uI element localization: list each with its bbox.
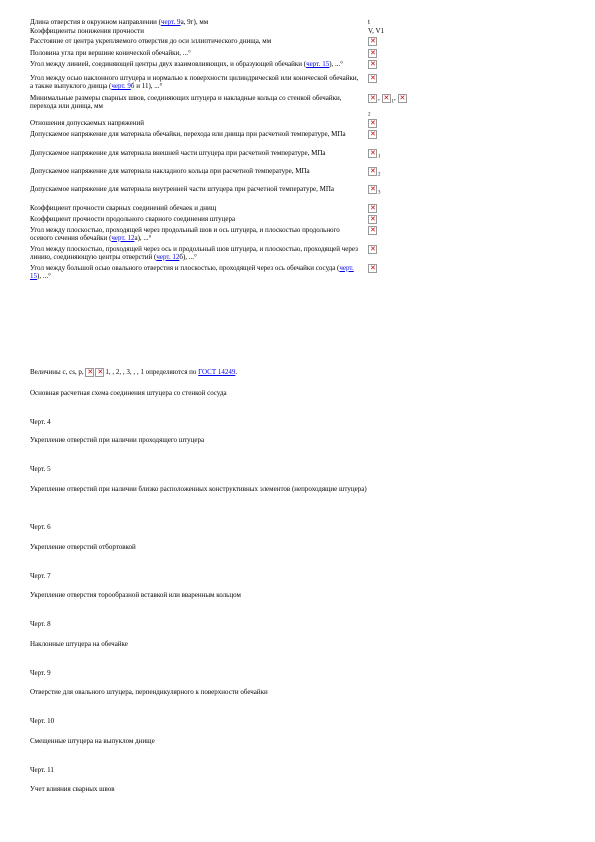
section-6-title: Отверстие для овального штуцера, перпендикулярного к поверхности обечайки: [30, 688, 268, 696]
section-1-title: Укрепление отверстий при наличии проходящего штуцера: [30, 436, 205, 444]
missing-image-icon: [368, 245, 377, 254]
symbol-cell: [368, 149, 408, 167]
definition-text-part: Коэффициент прочности сварных соединений обечаек и днищ: [30, 203, 217, 212]
definition-row: [30, 149, 408, 167]
definition-text: [30, 74, 368, 94]
symbol-cell: [368, 18, 408, 27]
definition-text: [30, 215, 368, 226]
missing-image-icon: [368, 119, 377, 128]
definition-row: [30, 204, 408, 215]
definition-text-part: Угол между осью наклонного штуцера и нормалью к поверхности цилиндрической или конической обечайки, а также выпуклого днища (: [30, 74, 359, 90]
section-2-title: Укрепление отверстий при наличии близко расположенных конструктивных элементов (непроходящие штуцера): [30, 485, 367, 493]
definition-text-part: ), ...°: [37, 271, 51, 280]
definition-text: [30, 60, 368, 74]
symbol-subscript: 2: [368, 111, 371, 117]
drawing-link[interactable]: черт. 12: [111, 233, 135, 242]
definition-row: [30, 27, 408, 37]
definition-text-part: Допускаемое напряжение для материала накладного кольца при расчетной температуре, МПа: [30, 166, 310, 175]
section-3-title: Укрепление отверстий отбортовкой: [30, 543, 136, 551]
drawing-link[interactable]: черт. 15: [30, 263, 354, 280]
symbol-text: t: [368, 18, 370, 26]
symbol-text: V, V1: [368, 27, 385, 35]
definition-row: [30, 37, 408, 49]
definition-text-part: Половина угла при вершине конической обечайки, ...°: [30, 49, 191, 57]
symbol-cell: [368, 226, 408, 245]
drawing-link[interactable]: черт. 9: [160, 18, 181, 26]
section-1-caption: Черт. 4: [30, 418, 51, 426]
missing-image-icon: [368, 185, 377, 194]
definition-text-part: б), ...°: [179, 252, 197, 261]
missing-image-icon: [382, 94, 391, 103]
definition-text-part: Коэффициенты понижения прочности: [30, 27, 144, 35]
symbol-cell: [368, 49, 408, 60]
definition-text-part: Минимальные размеры сварных швов, соединяющих штуцера и накладные кольца со стенкой обечайки, перехода или днища, мм: [30, 94, 342, 110]
missing-image-icon: [368, 94, 377, 103]
section-2-caption: Черт. 5: [30, 465, 51, 473]
missing-image-icon: [368, 167, 377, 176]
definition-text-part: Угол между плоскостью, проходящей через ось и продольный шов штуцера, и плоскостью, проходящей через линию, соединяющую центры отверстий (: [30, 244, 358, 261]
missing-image-icon: [368, 130, 377, 139]
drawing-link[interactable]: черт. 15: [306, 60, 330, 68]
note-middle: 1, , 2, , 3, , , 1 определяются по: [105, 368, 199, 377]
section-3-caption: Черт. 6: [30, 523, 51, 531]
definition-text: [30, 37, 368, 49]
symbol-subscript: 1: [378, 154, 381, 160]
missing-image-icon: [398, 94, 407, 103]
definition-text: [30, 245, 368, 264]
definition-row: [30, 49, 408, 60]
missing-image-icon: [368, 264, 377, 273]
note-paragraph: [30, 368, 390, 377]
definition-row: [30, 119, 408, 130]
definition-text: [30, 149, 368, 167]
symbol-cell: [368, 119, 408, 130]
missing-image-icon: [368, 60, 377, 69]
definition-text-part: Допускаемое напряжение для материала внутренней части штуцера при расчетной температуре, МПа: [30, 184, 335, 193]
definition-text: [30, 27, 368, 37]
definition-text-part: а, 9г), мм: [180, 18, 209, 26]
definition-row: [30, 245, 408, 264]
missing-image-icon: [368, 37, 377, 46]
definition-text-part: ), ...°: [329, 60, 344, 68]
section-6-caption: Черт. 9: [30, 669, 51, 677]
definition-row: [30, 130, 408, 149]
definition-text: [30, 226, 368, 245]
symbol-cell: [368, 204, 408, 215]
note-suffix: .: [235, 368, 238, 377]
missing-image-icon: [368, 204, 377, 213]
definition-text-part: а), ...°: [134, 233, 152, 242]
section-7-caption: Черт. 10: [30, 717, 55, 725]
missing-image-icon: [85, 368, 94, 377]
missing-image-icon: [95, 368, 104, 377]
gost-link[interactable]: ГОСТ 14249: [198, 368, 236, 377]
definition-text-part: Коэффициент прочности продольного сварного соединения штуцера: [30, 214, 236, 223]
definition-row: [30, 94, 408, 119]
definition-row: [30, 60, 408, 74]
symbol-cell: [368, 264, 408, 284]
definition-text: [30, 18, 368, 27]
symbol-cell: [368, 245, 408, 264]
section-8-title: Учет влияния сварных швов: [30, 785, 115, 793]
drawing-link[interactable]: черт. 9: [111, 82, 131, 90]
definition-text: [30, 204, 368, 215]
definitions-table: [30, 18, 408, 284]
section-5-caption: Черт. 8: [30, 620, 51, 628]
drawing-link[interactable]: черт. 12: [156, 252, 180, 261]
definition-row: [30, 215, 408, 226]
definition-row: [30, 18, 408, 27]
missing-image-icon: [368, 226, 377, 235]
definition-row: [30, 74, 408, 94]
symbol-cell: [368, 185, 408, 204]
definition-text: [30, 49, 368, 60]
definition-text-part: Допускаемое напряжение для материала внешней части штуцера при расчетной температуре, МПа: [30, 148, 326, 157]
definition-text: [30, 167, 368, 185]
definition-text: [30, 264, 368, 284]
definition-text-part: б и 11), ...°: [130, 82, 163, 90]
symbol-cell: [368, 215, 408, 226]
definition-text-part: Расстояние от центра укрепляемого отверстия до оси эллиптического днища, мм: [30, 37, 272, 45]
symbol-subscript: 3: [378, 190, 381, 196]
missing-image-icon: [368, 215, 377, 224]
definition-text: [30, 94, 368, 119]
symbol-subscript: 1: [391, 99, 394, 105]
definition-text-part: Отношения допускаемых напряжений: [30, 118, 144, 127]
symbol-cell: [368, 27, 408, 37]
section-4-caption: Черт. 7: [30, 572, 51, 580]
section-7-title: Смещенные штуцера на выпуклом днище: [30, 737, 155, 745]
definition-row: [30, 167, 408, 185]
definition-row: [30, 226, 408, 245]
note-prefix: Величины c, cs, p,: [30, 368, 86, 377]
section-4-title: Укрепление отверстия торообразной вставкой или вваренным кольцом: [30, 591, 241, 599]
symbol-cell: [368, 167, 408, 185]
definition-row: [30, 264, 408, 284]
section-8-caption: Черт. 11: [30, 766, 54, 774]
definition-text-part: Длина отверстия в окружном направлении (: [30, 18, 161, 26]
definition-text: [30, 130, 368, 149]
symbol-cell: [368, 60, 408, 74]
definition-text: [30, 185, 368, 204]
definition-text: [30, 119, 368, 130]
symbol-cell: [368, 130, 408, 149]
definition-text-part: Угол между плоскостью, проходящей через продольный шов и ось штуцера, и плоскостью продольного осевого сечения обечайки (: [30, 225, 340, 242]
symbol-cell: ✕, $✕_1$, $✕_2$: [368, 94, 408, 119]
section-5-title: Наклонные штуцера на обечайке: [30, 640, 128, 648]
missing-image-icon: [368, 49, 377, 58]
definition-text-part: Угол между линией, соединяющей центры двух взаимовлияющих, и образующей обечайки (: [30, 60, 307, 68]
definition-text-part: Допускаемое напряжение для материала обечайки, перехода или днища при расчетной температуре, МПа: [30, 129, 346, 138]
definition-row: [30, 185, 408, 204]
missing-image-icon: [368, 74, 377, 83]
symbol-subscript: 2: [378, 172, 381, 178]
symbol-cell: [368, 37, 408, 49]
symbol-cell: [368, 74, 408, 94]
definition-text-part: Угол между большой осью овального отверстия и плоскостью, проходящей через ось обечайки сосуда (: [30, 263, 340, 272]
missing-image-icon: [368, 149, 377, 158]
section-0-title: Основная расчетная схема соединения штуцера со стенкой сосуда: [30, 389, 227, 397]
